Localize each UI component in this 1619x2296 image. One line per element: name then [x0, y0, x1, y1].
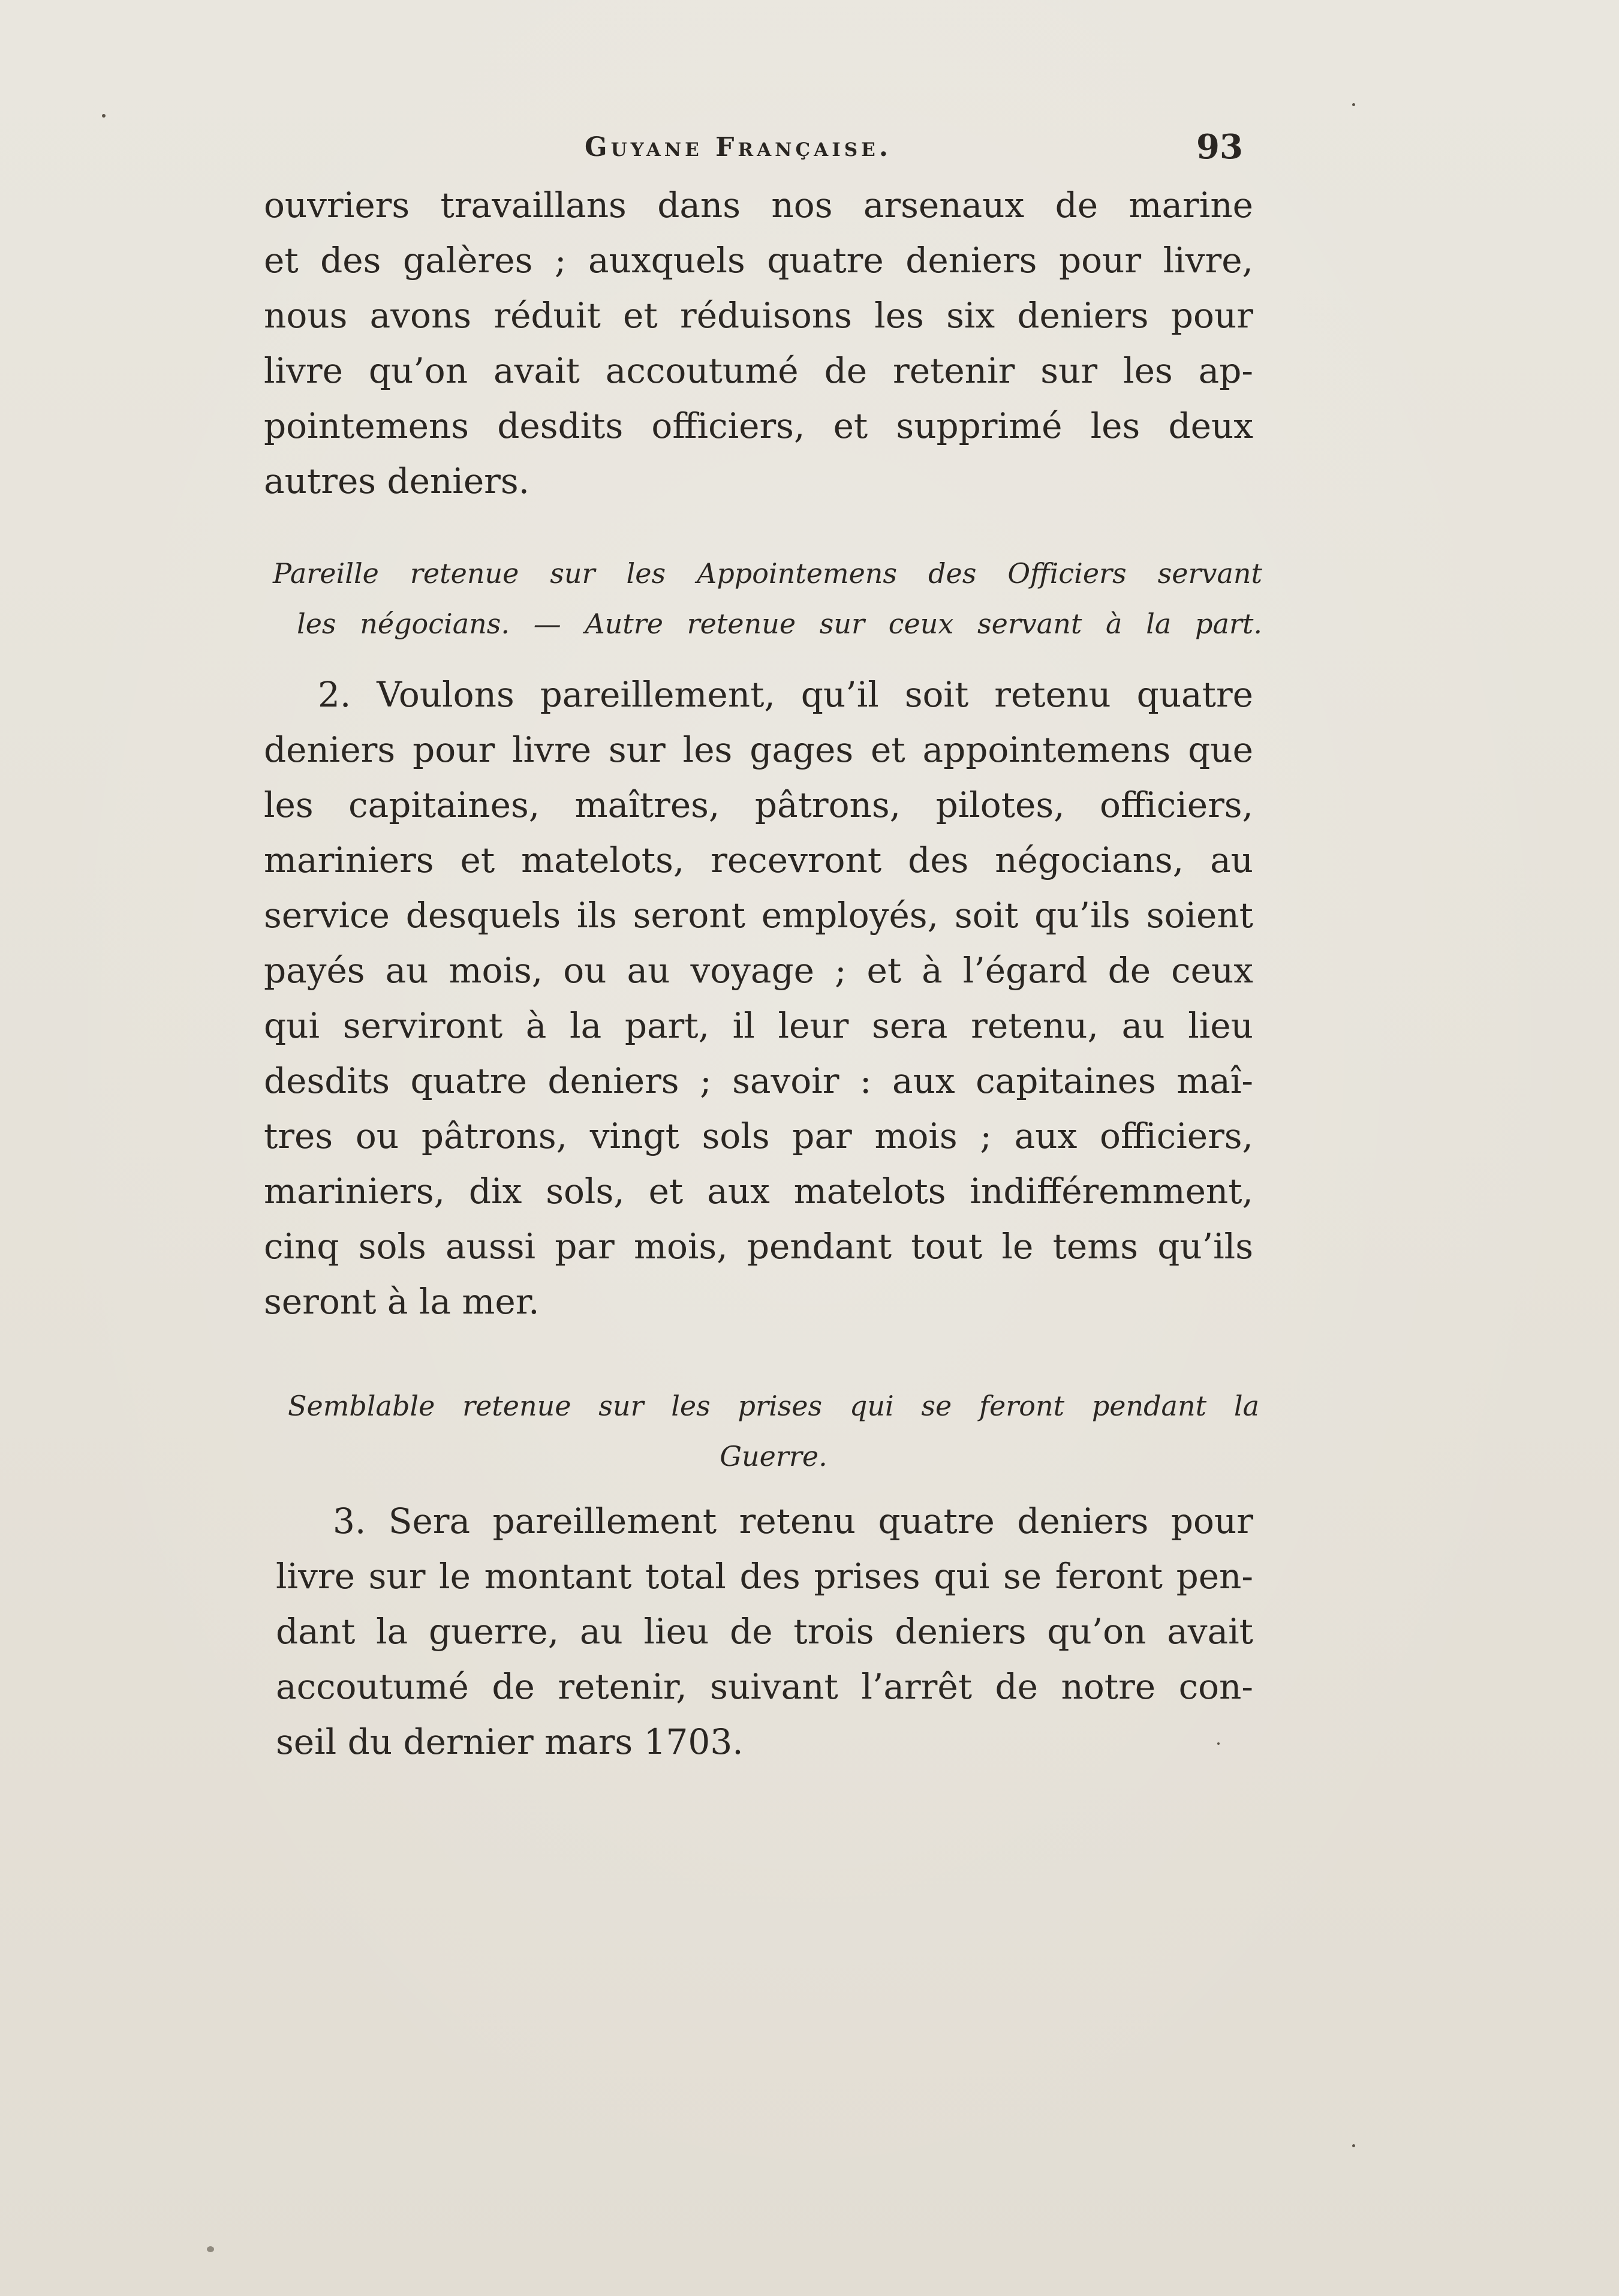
text-line: et des galères ; auxquels quatre deniers pour livre, [264, 240, 1253, 281]
text-line: service desquels ils seront employés, soit qu’ils soient [264, 895, 1253, 936]
text-line: mariniers et matelots, recevront des négocians, au [264, 840, 1253, 880]
text-line: ouvriers travaillans dans nos arsenaux de marine [264, 185, 1253, 226]
paragraph-1 [264, 178, 1253, 509]
text-line: mariniers, dix sols, et aux matelots indifféremment, [264, 1171, 1253, 1212]
paragraph-2 [264, 667, 1253, 1329]
text-line: desdits quatre deniers ; savoir : aux capitaines maî- [264, 1060, 1253, 1101]
sidenote-2 [288, 1381, 1259, 1481]
text-line: deniers pour livre sur les gages et appointemens que [264, 729, 1253, 770]
text-line: nous avons réduit et réduisons les six deniers pour [264, 295, 1253, 336]
paper-speck [1352, 2144, 1355, 2147]
text-line: livre qu’on avait accoutumé de retenir sur les ap- [264, 350, 1253, 391]
page-number: 93 [1196, 127, 1243, 167]
text-line: les capitaines, maîtres, pâtrons, pilotes, officiers, [264, 785, 1253, 825]
sidenote-line: Pareille retenue sur les Appointemens des Officiers servant [273, 557, 1262, 590]
text-line: pointemens desdits officiers, et supprimé les deux [264, 405, 1253, 446]
text-line: livre sur le montant total des prises qui se feront pen- [276, 1556, 1253, 1597]
text-line: seil du dernier mars 1703. [276, 1721, 744, 1762]
text-line: dant la guerre, au lieu de trois deniers qu’on avait [276, 1611, 1253, 1652]
text-line: tres ou pâtrons, vingt sols par mois ; aux officiers, [264, 1116, 1253, 1156]
text-line: accoutumé de retenir, suivant l’arrêt de notre con- [276, 1666, 1253, 1707]
text-line: 2. Voulons pareillement, qu’il soit retenu quatre [318, 674, 1253, 715]
text-line: qui serviront à la part, il leur sera retenu, au lieu [264, 1005, 1253, 1046]
running-head: Guyane Française. [585, 132, 892, 163]
text-line: cinq sols aussi par mois, pendant tout le tems qu’ils [264, 1226, 1253, 1267]
sidenote-line: Guerre. [720, 1440, 827, 1472]
sidenote-1 [273, 548, 1262, 649]
text-line: 3. Sera pareillement retenu quatre deniers pour [333, 1501, 1253, 1541]
paper-speck [1217, 1742, 1220, 1745]
text-line: payés au mois, ou au voyage ; et à l’égard de ceux [264, 950, 1253, 991]
paper-speck [102, 114, 106, 118]
paper-speck [1352, 103, 1355, 106]
text-line: seront à la mer. [264, 1281, 540, 1322]
sidenote-line: les négocians. — Autre retenue sur ceux servant à la part. [297, 608, 1262, 640]
sidenote-line: Semblable retenue sur les prises qui se feront pendant la [288, 1390, 1259, 1422]
paragraph-3 [276, 1493, 1253, 1769]
text-line: autres deniers. [264, 461, 530, 501]
paper-speck [207, 2246, 214, 2252]
